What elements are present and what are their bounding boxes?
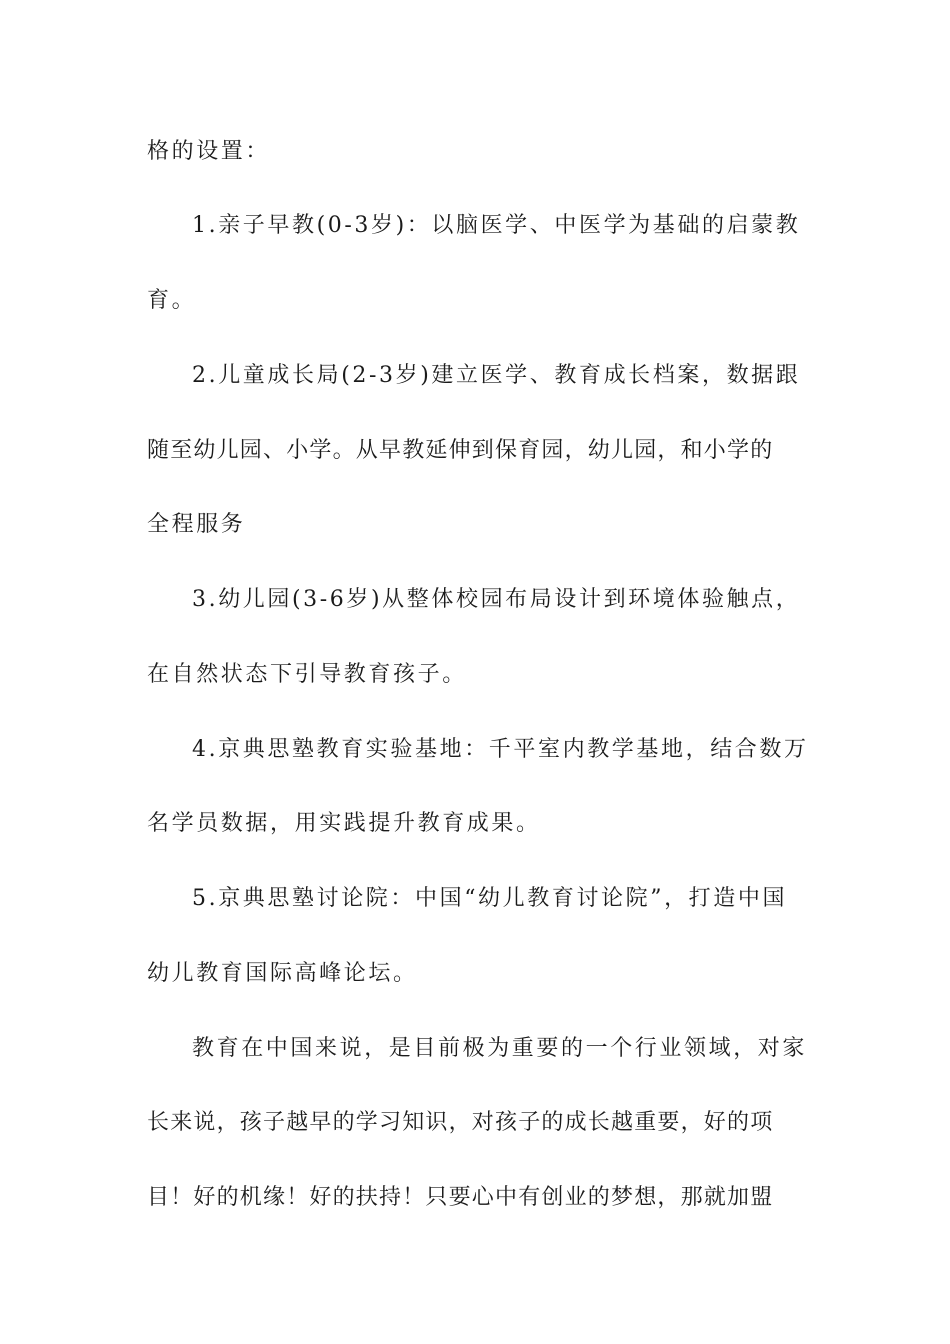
list-item-1-line-2: 育。 xyxy=(147,288,197,313)
list-item-3-line-2: 在自然状态下引导教育孩子。 xyxy=(147,662,467,687)
list-item-3-line-1: 3.幼儿园(3-6岁)从整体校园布局设计到环境体验触点， xyxy=(192,587,801,612)
list-item-2-line-3: 全程服务 xyxy=(147,512,246,537)
list-item-5-line-1: 5.京典思塾讨论院：中国“幼儿教育讨论院”，打造中国 xyxy=(192,886,788,911)
paragraph-line-1: 教育在中国来说，是目前极为重要的一个行业领域，对家 xyxy=(192,1036,808,1061)
text-line: 格的设置： xyxy=(147,139,271,164)
list-item-4-line-1: 4.京典思塾教育实验基地：千平室内教学基地，结合数万 xyxy=(192,737,809,762)
list-item-5-line-2: 幼儿教育国际高峰论坛。 xyxy=(147,961,418,986)
list-item-1-line-1: 1.亲子早教(0-3岁)：以脑医学、中医学为基础的启蒙教 xyxy=(192,213,801,238)
list-item-2-line-1: 2.儿童成长局(2-3岁)建立医学、教育成长档案，数据跟 xyxy=(192,363,801,388)
paragraph-line-3: 目！好的机缘！好的扶持！只要心中有创业的梦想，那就加盟 xyxy=(147,1185,774,1210)
paragraph-line-2: 长来说，孩子越早的学习知识，对孩子的成长越重要，好的项 xyxy=(147,1110,774,1135)
list-item-4-line-2: 名学员数据，用实践提升教育成果。 xyxy=(147,811,541,836)
list-item-2-line-2: 随至幼儿园、小学。从早教延伸到保育园，幼儿园，和小学的 xyxy=(147,438,774,463)
